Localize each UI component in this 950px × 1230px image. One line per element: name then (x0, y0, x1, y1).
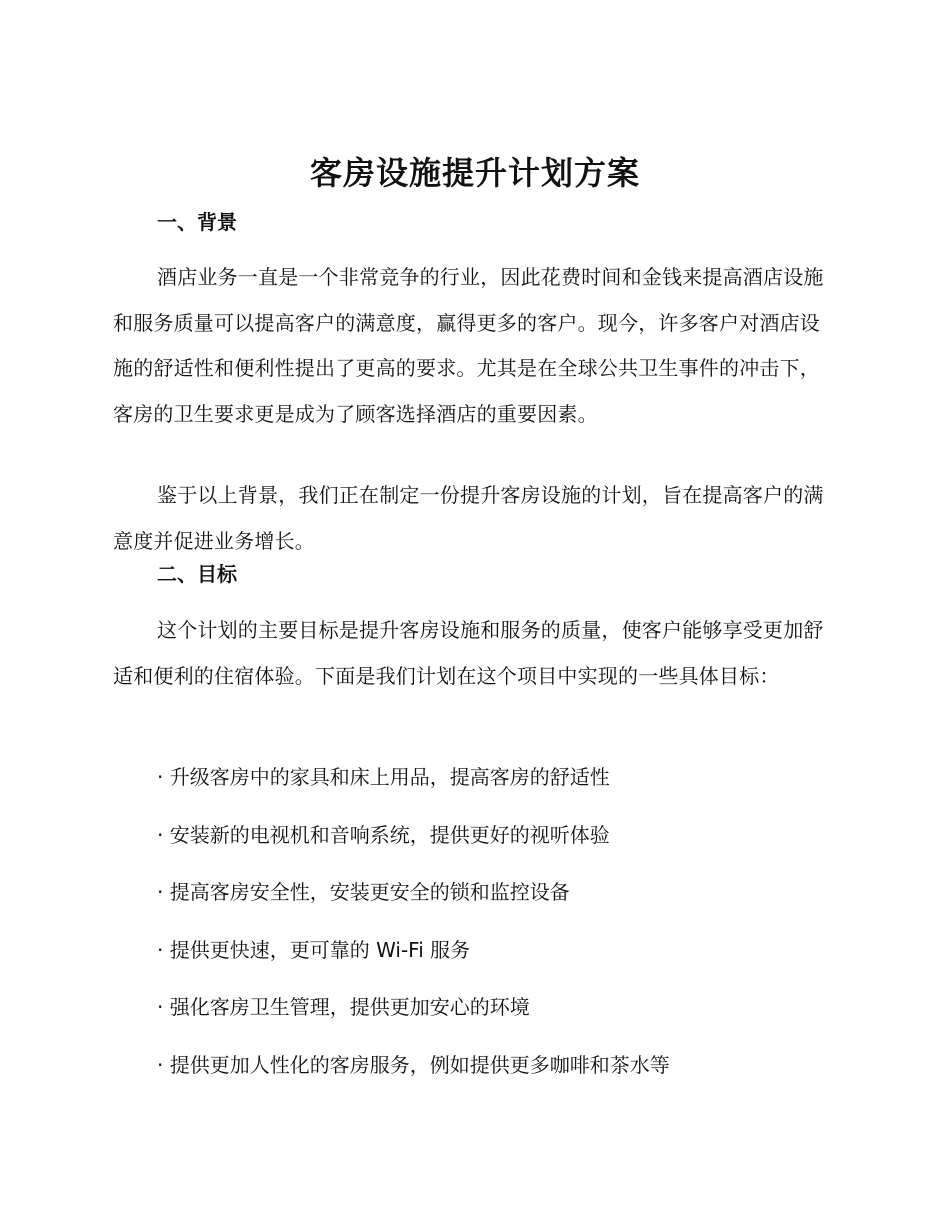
document-title: 客房设施提升计划方案 (309, 154, 640, 192)
section-heading-goals: 二、目标 (157, 562, 237, 586)
background-paragraph-1: 酒店业务一直是一个非常竞争的行业，因此花费时间和金钱来提高酒店设施和服务质量可以提高客户的满意度，赢得更多的客户。现今，许多客户对酒店设施的舒适性和便利性提出了更高的要求。尤其是在全球公共卫生事件的冲击下，客房的卫生要求更是成为了顾客选择酒店的重要因素。 (113, 265, 824, 426)
goal-list-item: · 提供更加人性化的客房服务，例如提供更多咖啡和茶水等 (157, 1053, 670, 1077)
section-heading-background: 一、背景 (157, 210, 237, 234)
goal-list-item: · 强化客房卫生管理，提供更加安心的环境 (157, 995, 530, 1019)
goal-list-item: · 提供更快速，更可靠的 Wi-Fi 服务 (157, 938, 471, 962)
background-paragraph-2: 鉴于以上背景，我们正在制定一份提升客房设施的计划，旨在提高客户的满意度并促进业务增长。 (113, 483, 824, 553)
goal-list-item: · 提高客房安全性，安装更安全的锁和监控设备 (157, 880, 570, 904)
goal-list-item: · 升级客房中的家具和床上用品，提高客房的舒适性 (157, 765, 610, 789)
goal-list-item: · 安装新的电视机和音响系统，提供更好的视听体验 (157, 823, 610, 847)
goals-paragraph: 这个计划的主要目标是提升客房设施和服务的质量，使客户能够享受更加舒适和便利的住宿体验。下面是我们计划在这个项目中实现的一些具体目标： (113, 618, 824, 688)
